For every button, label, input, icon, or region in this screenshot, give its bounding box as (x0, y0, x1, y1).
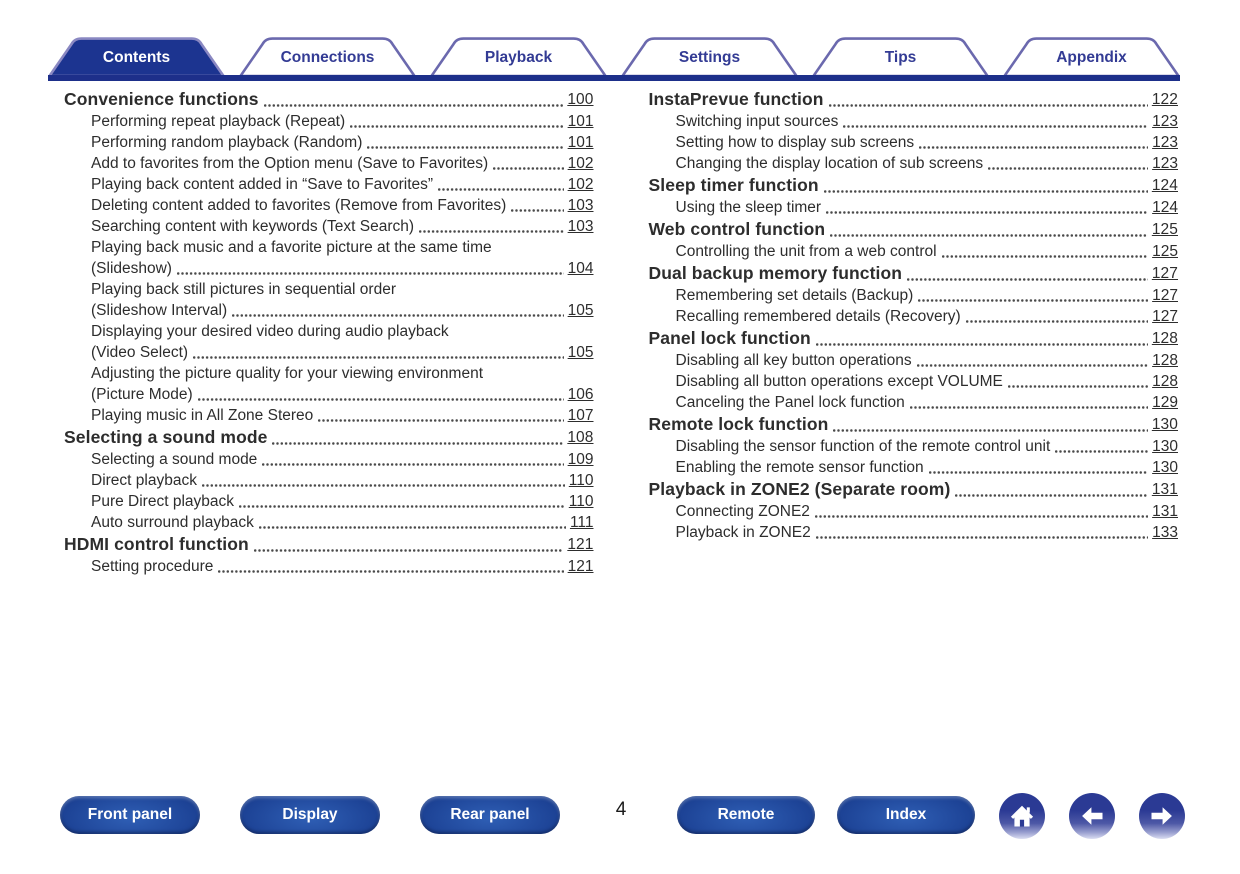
toc-entry-text: Setting how to display sub screens (675, 134, 915, 151)
toc-entry-text: Canceling the Panel lock function (675, 394, 905, 411)
toc-page-link[interactable]: 100 (567, 91, 594, 108)
dotted-leader (264, 104, 564, 107)
toc-page-link[interactable]: 130 (1152, 459, 1178, 476)
toc-page-link[interactable]: 108 (567, 429, 594, 446)
toc-page-link[interactable]: 121 (567, 558, 594, 575)
tab-label: Appendix (1056, 49, 1127, 66)
toc-page-link[interactable]: 123 (1152, 134, 1178, 151)
dotted-leader (493, 167, 563, 170)
toc-entry (64, 216, 594, 237)
tab-bar (48, 37, 1180, 81)
dotted-leader (833, 429, 1147, 432)
toc-page-link[interactable]: 102 (567, 155, 594, 172)
toc-page-link[interactable]: 128 (1151, 330, 1178, 347)
toc-entry (649, 197, 1179, 218)
toc-entry (64, 512, 594, 533)
toc-entry-text: Panel lock function (648, 328, 811, 348)
toc-entry-text: Dual backup memory function (648, 263, 903, 283)
toc-page-link[interactable]: 122 (1151, 91, 1178, 108)
toc-entry (649, 88, 1179, 111)
dotted-leader (1008, 385, 1148, 388)
dotted-leader (843, 125, 1148, 128)
toc-entry-text: Add to favorites from the Option menu (Save to Favorites) (91, 155, 489, 172)
toc-entry (64, 533, 594, 556)
tab-label: Playback (484, 49, 553, 66)
previous-page-button[interactable] (1069, 793, 1115, 839)
toc-entry-text: Connecting ZONE2 (675, 503, 810, 520)
index-button[interactable] (837, 796, 975, 834)
toc-page-link[interactable]: 104 (567, 260, 594, 277)
dotted-leader (254, 549, 563, 552)
dotted-leader (1055, 450, 1148, 453)
toc-page-link[interactable]: 133 (1152, 524, 1178, 541)
dotted-leader (272, 442, 563, 445)
toc-page-link[interactable]: 109 (567, 451, 594, 468)
toc-page-link[interactable]: 125 (1151, 221, 1178, 238)
toc-entry (649, 350, 1179, 371)
dotted-leader (919, 146, 1148, 149)
dotted-leader (816, 343, 1148, 346)
tab-underline-bar (48, 75, 1180, 81)
toc-page-link[interactable]: 128 (1152, 352, 1178, 369)
toc-page-link[interactable]: 125 (1152, 243, 1178, 260)
tab-playback[interactable] (430, 37, 607, 76)
dotted-leader (239, 505, 565, 508)
toc-entry-text: Playback in ZONE2 (Separate room) (648, 479, 951, 499)
toc-entry-text: Disabling all button operations except VOLUME (675, 373, 1003, 390)
toc-column-left (64, 88, 594, 577)
toc-entry (649, 132, 1179, 153)
dotted-leader (988, 167, 1148, 170)
toc-entry-text: Switching input sources (675, 113, 839, 130)
toc-page-link[interactable]: 127 (1152, 308, 1178, 325)
toc-column-right (649, 88, 1179, 577)
toc-entry-text: Changing the display location of sub screens (675, 155, 984, 172)
toc-entry (64, 153, 594, 174)
toc-entry-text: Auto surround playback (91, 514, 254, 531)
dotted-leader (816, 536, 1148, 539)
toc-entry-text: Playback in ZONE2 (675, 524, 811, 541)
toc-page-link[interactable]: 127 (1152, 287, 1178, 304)
dotted-leader (907, 278, 1148, 281)
dotted-leader (929, 471, 1148, 474)
tab-appendix[interactable] (1003, 37, 1180, 76)
toc-page-link[interactable]: 102 (567, 176, 594, 193)
dotted-leader (202, 484, 565, 487)
dotted-leader (917, 364, 1149, 367)
toc-entry (649, 327, 1179, 350)
toc-entry (649, 174, 1179, 197)
dotted-leader (826, 211, 1148, 214)
toc-entry-text: Remembering set details (Backup) (675, 287, 914, 304)
dotted-leader (259, 526, 566, 529)
dotted-leader (511, 209, 563, 212)
display-button[interactable] (240, 796, 380, 834)
page-number: 4 (615, 799, 627, 820)
dotted-leader (350, 125, 563, 128)
dotted-leader (193, 356, 564, 359)
toc-entry (649, 153, 1179, 174)
dotted-leader (955, 494, 1147, 497)
tab-bar-tabs (48, 37, 1180, 76)
toc-entry (649, 218, 1179, 241)
toc-entry (649, 241, 1179, 262)
toc-entry (649, 522, 1179, 543)
toc-entry-text: HDMI control function (64, 534, 249, 554)
toc-entry (64, 426, 594, 449)
toc-entry-text: Recalling remembered details (Recovery) (675, 308, 961, 325)
tab-settings[interactable] (621, 37, 798, 76)
toc-entry (64, 556, 594, 577)
rear-panel-button[interactable] (420, 796, 560, 834)
dotted-leader (910, 406, 1148, 409)
tab-label: Connections (280, 49, 375, 66)
toc-entry-text: Playing back music and a favorite picture at the same time (91, 239, 492, 256)
toc-page-link[interactable]: 106 (567, 386, 594, 403)
toc-entry-text: Searching content with keywords (Text Search) (91, 218, 415, 235)
toc-entry (64, 405, 594, 426)
dotted-leader (177, 272, 564, 275)
toc-entry (649, 501, 1179, 522)
toc-entry-text: Sleep timer function (648, 175, 819, 195)
toc-entry (64, 491, 594, 512)
toc-page-link[interactable]: 130 (1151, 416, 1178, 433)
toc-page-link[interactable]: 129 (1152, 394, 1178, 411)
toc-page-link[interactable]: 124 (1151, 177, 1178, 194)
arrow-left-icon (1078, 802, 1106, 830)
toc-entry (64, 195, 594, 216)
toc-entry (64, 111, 594, 132)
dotted-leader (198, 398, 564, 401)
toc-entry-text: (Slideshow Interval) (91, 302, 228, 319)
display-button-label: Display (282, 806, 338, 823)
toc-entry-text: Remote lock function (648, 414, 829, 434)
remote-button-label: Remote (717, 806, 775, 823)
toc-entry-text: InstaPrevue function (648, 89, 824, 109)
remote-button[interactable] (677, 796, 815, 834)
toc-entry (64, 174, 594, 195)
toc-entry (649, 392, 1179, 413)
toc-entry-text: Deleting content added to favorites (Remove from Favorites) (91, 197, 507, 214)
toc-page-link[interactable]: 130 (1152, 438, 1178, 455)
toc-entry-text: (Video Select) (91, 344, 189, 361)
dotted-leader (942, 255, 1149, 258)
toc-entry-text: Disabling the sensor function of the remote control unit (675, 438, 1051, 455)
toc-entry (64, 470, 594, 491)
toc-page-link[interactable]: 111 (569, 514, 594, 531)
toc-entry-text: Enabling the remote sensor function (675, 459, 924, 476)
toc-entry-text: Playing back still pictures in sequential order (91, 281, 396, 298)
dotted-leader (918, 299, 1148, 302)
toc-entry (649, 285, 1179, 306)
front-panel-button[interactable] (60, 796, 200, 834)
toc-entry (64, 132, 594, 153)
toc-entry-text: Playing back content added in “Save to Favorites” (91, 176, 434, 193)
toc-entry (649, 436, 1179, 457)
toc-entry (64, 321, 594, 363)
toc-page-link[interactable]: 110 (568, 493, 594, 510)
toc-entry (649, 371, 1179, 392)
toc-entry (649, 457, 1179, 478)
toc-page-link[interactable]: 110 (568, 472, 594, 489)
tab-label: Settings (678, 49, 741, 66)
toc-entry (649, 478, 1179, 501)
home-button[interactable] (999, 793, 1045, 839)
dotted-leader (830, 234, 1148, 237)
toc-entry-text: Performing random playback (Random) (91, 134, 363, 151)
toc-page-link[interactable]: 131 (1152, 503, 1178, 520)
toc-entry (64, 363, 594, 405)
toc-entry-text: Disabling all key button operations (675, 352, 912, 369)
rear-panel-button-label: Rear panel (450, 806, 530, 823)
toc-entry-text: Adjusting the picture quality for your viewing environment (91, 365, 484, 382)
dotted-leader (367, 146, 563, 149)
tab-tips[interactable] (812, 37, 989, 76)
table-of-contents (64, 88, 1178, 577)
toc-entry (64, 237, 594, 279)
toc-page-link[interactable]: 131 (1151, 481, 1178, 498)
toc-page-link[interactable]: 105 (567, 302, 594, 319)
dotted-leader (218, 570, 563, 573)
tab-label: Tips (884, 49, 917, 66)
toc-page-link[interactable]: 127 (1151, 265, 1178, 282)
toc-entry-text: Selecting a sound mode (91, 451, 258, 468)
toc-entry-text: (Picture Mode) (91, 386, 193, 403)
toc-page-link[interactable]: 123 (1152, 113, 1178, 130)
toc-page-link[interactable]: 101 (567, 113, 594, 130)
toc-entry-text: Displaying your desired video during audio playback (91, 323, 449, 340)
toc-entry (64, 88, 594, 111)
toc-entry (649, 306, 1179, 327)
dotted-leader (232, 314, 564, 317)
index-button-label: Index (885, 806, 927, 823)
toc-page-link[interactable]: 124 (1152, 199, 1178, 216)
next-page-button[interactable] (1139, 793, 1185, 839)
toc-entry (649, 111, 1179, 132)
footer (0, 793, 1240, 840)
toc-page-link[interactable]: 105 (567, 344, 594, 361)
toc-entry-text: Pure Direct playback (91, 493, 235, 510)
toc-entry-text: Web control function (648, 219, 826, 239)
dotted-leader (419, 230, 564, 233)
dotted-leader (815, 515, 1148, 518)
dotted-leader (318, 419, 563, 422)
toc-entry (649, 413, 1179, 436)
toc-entry-text: Using the sleep timer (675, 199, 822, 216)
toc-entry (649, 262, 1179, 285)
tab-contents[interactable] (48, 37, 225, 76)
tab-connections[interactable] (239, 37, 416, 76)
toc-entry-text: Direct playback (91, 472, 197, 489)
toc-page-link[interactable]: 121 (567, 536, 594, 553)
toc-page-link[interactable]: 107 (567, 407, 594, 424)
arrow-right-icon (1148, 802, 1176, 830)
toc-entry (64, 279, 594, 321)
toc-page-link[interactable]: 103 (567, 197, 594, 214)
toc-entry-text: Selecting a sound mode (64, 427, 268, 447)
home-icon (1008, 802, 1036, 830)
toc-page-link[interactable]: 103 (567, 218, 594, 235)
dotted-leader (829, 104, 1148, 107)
front-panel-button-label: Front panel (87, 806, 173, 823)
toc-entry-text: Performing repeat playback (Repeat) (91, 113, 346, 130)
toc-page-link[interactable]: 128 (1152, 373, 1178, 390)
dotted-leader (262, 463, 563, 466)
toc-entry-text: (Slideshow) (91, 260, 172, 277)
toc-entry (64, 449, 594, 470)
dotted-leader (438, 188, 564, 191)
dotted-leader (966, 320, 1148, 323)
tab-label: Contents (102, 49, 171, 66)
toc-page-link[interactable]: 123 (1152, 155, 1178, 172)
toc-entry-text: Convenience functions (64, 89, 259, 109)
toc-entry-text: Controlling the unit from a web control (675, 243, 937, 260)
toc-entry-text: Setting procedure (91, 558, 214, 575)
toc-entry-text: Playing music in All Zone Stereo (91, 407, 314, 424)
toc-page-link[interactable]: 101 (567, 134, 594, 151)
dotted-leader (824, 190, 1148, 193)
